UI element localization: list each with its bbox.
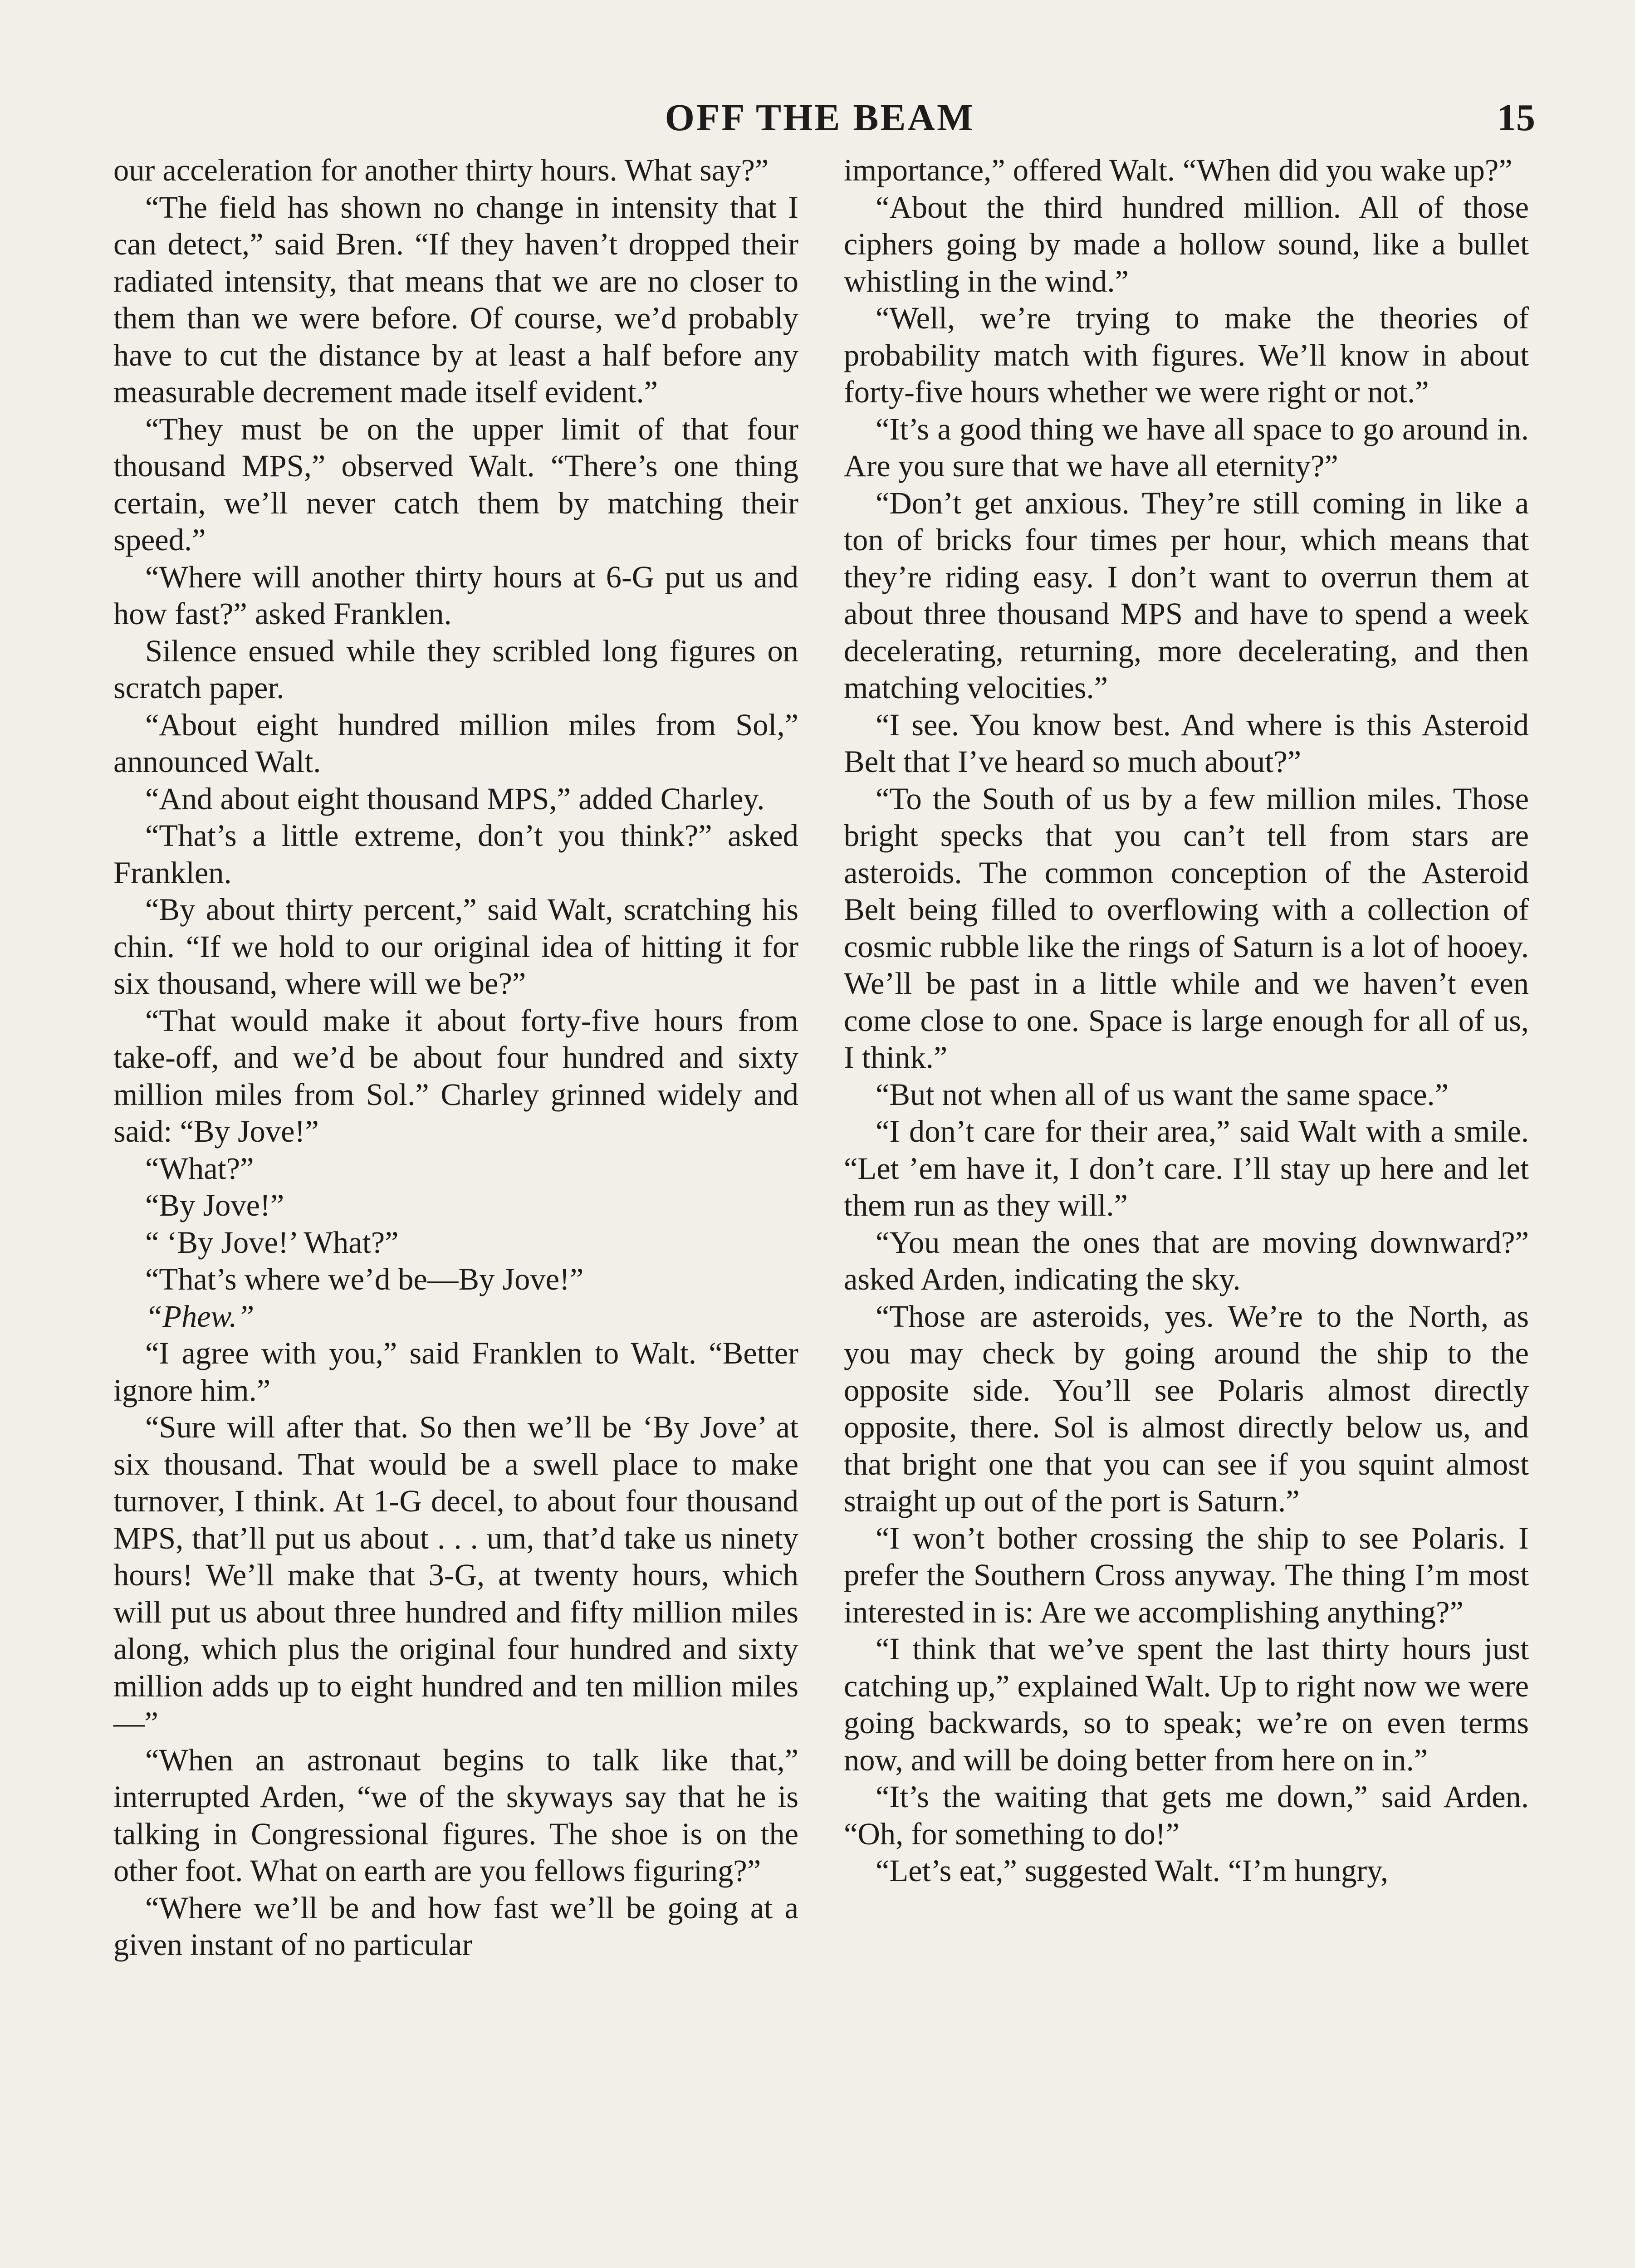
paragraph: “Sure will after that. So then we’ll be ‘By Jove’ at six thousand. That would be a swell place to make turnover, I think. At 1-G decel, to about four thousand MPS, that’ll put us about . . . um, that’d take us ninety hours! We’ll make that 3-G, at twenty hours, which will put us about three hundred and fifty million miles along, which plus the original four hundred and sixty million adds up to eight hundred and ten million miles—” <box>113 1410 798 1740</box>
paragraph: “About eight hundred million miles from Sol,” announced Walt. <box>113 707 798 779</box>
page-number: 15 <box>1497 97 1535 139</box>
paragraph: “But not when all of us want the same space.” <box>876 1077 1449 1112</box>
paragraph: Silence ensued while they scribled long figures on scratch paper. <box>113 633 798 705</box>
paragraph: “Where will another thirty hours at 6-G put us and how fast?” asked Franklen. <box>113 559 798 631</box>
paragraph: “By Jove!” <box>145 1188 284 1222</box>
paragraph: “Phew.” <box>145 1299 255 1334</box>
paragraph: “Don’t get anxious. They’re still coming in like a ton of bricks four times per hour, which means that they’re riding easy. I don’t want to overrun them at about three thousand MPS and have to spend a week decelerating, returning, more decelerating, and then matching velocities.” <box>844 485 1529 705</box>
paragraph: “By about thirty percent,” said Walt, scratching his chin. “If we hold to our original idea of hitting it for six thousand, where will we be?” <box>113 892 798 1001</box>
paragraph: “That’s where we’d be—By Jove!” <box>145 1262 584 1296</box>
paragraph: “Well, we’re trying to make the theories of probability match with figures. We’ll know in about forty-five hours whether we were right or not.” <box>844 301 1529 409</box>
paragraph: “ ‘By Jove!’ What?” <box>145 1225 399 1260</box>
running-header <box>104 91 1535 145</box>
paragraph: “That would make it about forty-five hours from take-off, and we’d be about four hundred and sixty million miles from Sol.” Charley grinned widely and said: “By Jove!” <box>113 1003 798 1149</box>
paragraph: “When an astronaut begins to talk like that,” interrupted Arden, “we of the skyways say that he is talking in Congressional figures. The shoe is on the other foot. What on earth are you fellows figuring?” <box>113 1742 798 1888</box>
paragraph: “What?” <box>145 1151 254 1186</box>
paragraph: our acceleration for another thirty hours. What say?” <box>113 153 769 187</box>
paragraph: “Where we’ll be and how fast we’ll be going at a given instant of no particular <box>113 1890 798 1962</box>
paragraph: “I agree with you,” said Franklen to Walt. “Better ignore him.” <box>113 1336 798 1408</box>
paragraph: “The field has shown no change in intensity that I can detect,” said Bren. “If they haven’t dropped their radiated intensity, that means that we are no closer to them than we were before. Of course, we’d probably have to cut the distance by at least a half before any measurable decrement made itself evident.” <box>113 190 798 409</box>
paragraph: “They must be on the upper limit of that four thousand MPS,” observed Walt. “There’s one thing certain, we’ll never catch them by matching their speed.” <box>113 411 798 557</box>
paragraph: “It’s a good thing we have all space to go around in. Are you sure that we have all eternity?” <box>844 411 1529 483</box>
paragraph: “I think that we’ve spent the last thirty hours just catching up,” explained Walt. Up to right now we were going backwards, so to speak; we’re on even terms now, and will be doing better from here on in.” <box>844 1632 1529 1777</box>
paragraph: “You mean the ones that are moving downward?” asked Arden, indicating the sky. <box>844 1225 1529 1296</box>
paragraph: “To the South of us by a few million miles. Those bright specks that you can’t tell from stars are asteroids. The common conception of the Asteroid Belt being filled to overflowing with a collection of cosmic rubble like the rings of Saturn is a lot of hooey. We’ll be past in a little while and we haven’t even come close to one. Space is large enough for all of us, I think.” <box>844 781 1529 1075</box>
paragraph: “And about eight thousand MPS,” added Charley. <box>145 781 765 816</box>
paragraph: “I won’t bother crossing the ship to see Polaris. I prefer the Southern Cross anyway. The thing I’m most interested in is: Are we accomplishing anything?” <box>844 1520 1529 1629</box>
paragraph: “I don’t care for their area,” said Walt with a smile. “Let ’em have it, I don’t care. I’ll stay up here and let them run as they will.” <box>844 1114 1529 1222</box>
paragraph: “That’s a little extreme, don’t you think?” asked Franklen. <box>113 818 798 890</box>
text-column-left <box>113 152 798 1964</box>
paragraph: “About the third hundred million. All of those ciphers going by made a hollow sound, like a bullet whistling in the wind.” <box>844 190 1529 298</box>
paragraph: “Those are asteroids, yes. We’re to the North, as you may check by going around the ship to the opposite side. You’ll see Polaris almost directly opposite, there. Sol is almost directly below us, and that bright one that you can see if you squint almost straight up out of the port is Saturn.” <box>844 1299 1529 1518</box>
running-title: OFF THE BEAM <box>665 97 975 139</box>
text-column-right <box>844 152 1529 1890</box>
paragraph: “It’s the waiting that gets me down,” said Arden. “Oh, for something to do!” <box>844 1779 1529 1851</box>
paragraph: “I see. You know best. And where is this Asteroid Belt that I’ve heard so much about?” <box>844 707 1529 779</box>
paragraph: importance,” offered Walt. “When did you wake up?” <box>844 153 1513 187</box>
paragraph: “Let’s eat,” suggested Walt. “I’m hungry, <box>876 1853 1389 1888</box>
